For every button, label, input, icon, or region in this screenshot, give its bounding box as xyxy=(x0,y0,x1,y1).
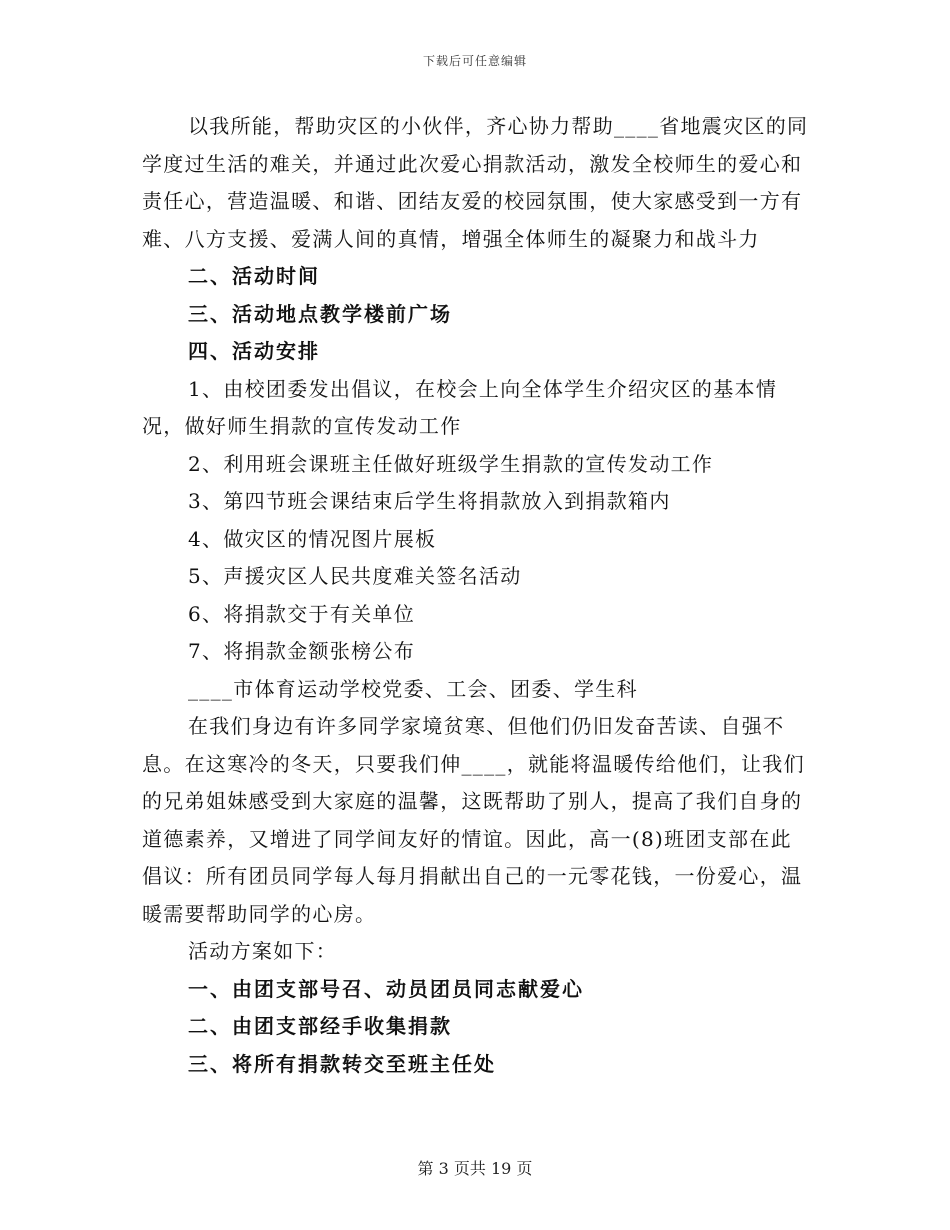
plan-intro: 活动方案如下： xyxy=(188,939,338,963)
plan-item: 一、由团支部号召、动员团员同志献爱心 xyxy=(188,976,584,1001)
page-footer: 第 3 页共 19 页 xyxy=(417,1159,533,1178)
section-heading-arrangement: 四、活动安排 xyxy=(188,339,320,363)
plan-item: 二、由团支部经手收集捐款 xyxy=(188,1014,452,1038)
document-body xyxy=(142,108,810,1083)
plan-item: 三、将所有捐款转交至班主任处 xyxy=(188,1051,496,1076)
list-item: 5、声援灾区人民共度难关签名活动 xyxy=(188,564,522,588)
paragraph-purpose: 以我所能，帮助灾区的小伙伴，齐心协力帮助____省地震灾区的同学度过生活的难关，并通过此次爱心捐款活动，激发全校师生的爱心和责任心，营造温暖、和谐、团结友爱的校园氛围，使大家感受到一方有难、八方支援、爱满人间的真情，增强全体师生的凝聚力和战斗力 xyxy=(142,114,809,251)
section-heading-location: 三、活动地点教学楼前广场 xyxy=(188,301,452,326)
list-item: 7、将捐款金额张榜公布 xyxy=(188,639,416,663)
list-item: 1、由校团委发出倡议，在校会上向全体学生介绍灾区的基本情况，做好师生捐款的宣传发动工作 xyxy=(142,376,778,438)
list-item: 6、将捐款交于有关单位 xyxy=(188,601,416,626)
section-heading-time: 二、活动时间 xyxy=(188,264,320,288)
organization-line: ____市体育运动学校党委、工会、团委、学生科 xyxy=(188,676,638,701)
list-item: 3、第四节班会课结束后学生将捐款放入到捐款箱内 xyxy=(188,489,671,513)
page-header: 下载后可任意编辑 xyxy=(422,54,527,68)
list-item: 2、利用班会课班主任做好班级学生捐款的宣传发动工作 xyxy=(188,451,714,476)
list-item: 4、做灾区的情况图片展板 xyxy=(188,526,437,551)
paragraph-initiative: 在我们身边有许多同学家境贫寒、但他们仍旧发奋苦读、自强不息。在这寒冷的冬天，只要我们伸____，就能将温暖传给他们，让我们的兄弟姐妹感受到大家庭的温馨，这既帮助了别人，提高了我们自身的道德素养，又增进了同学间友好的情谊。因此，高一(8)班团支部在此倡议：所有团员同学每人每月捐献出自己的一元零花钱，一份爱心，温暖需要帮助同学的心房。 xyxy=(142,714,805,926)
